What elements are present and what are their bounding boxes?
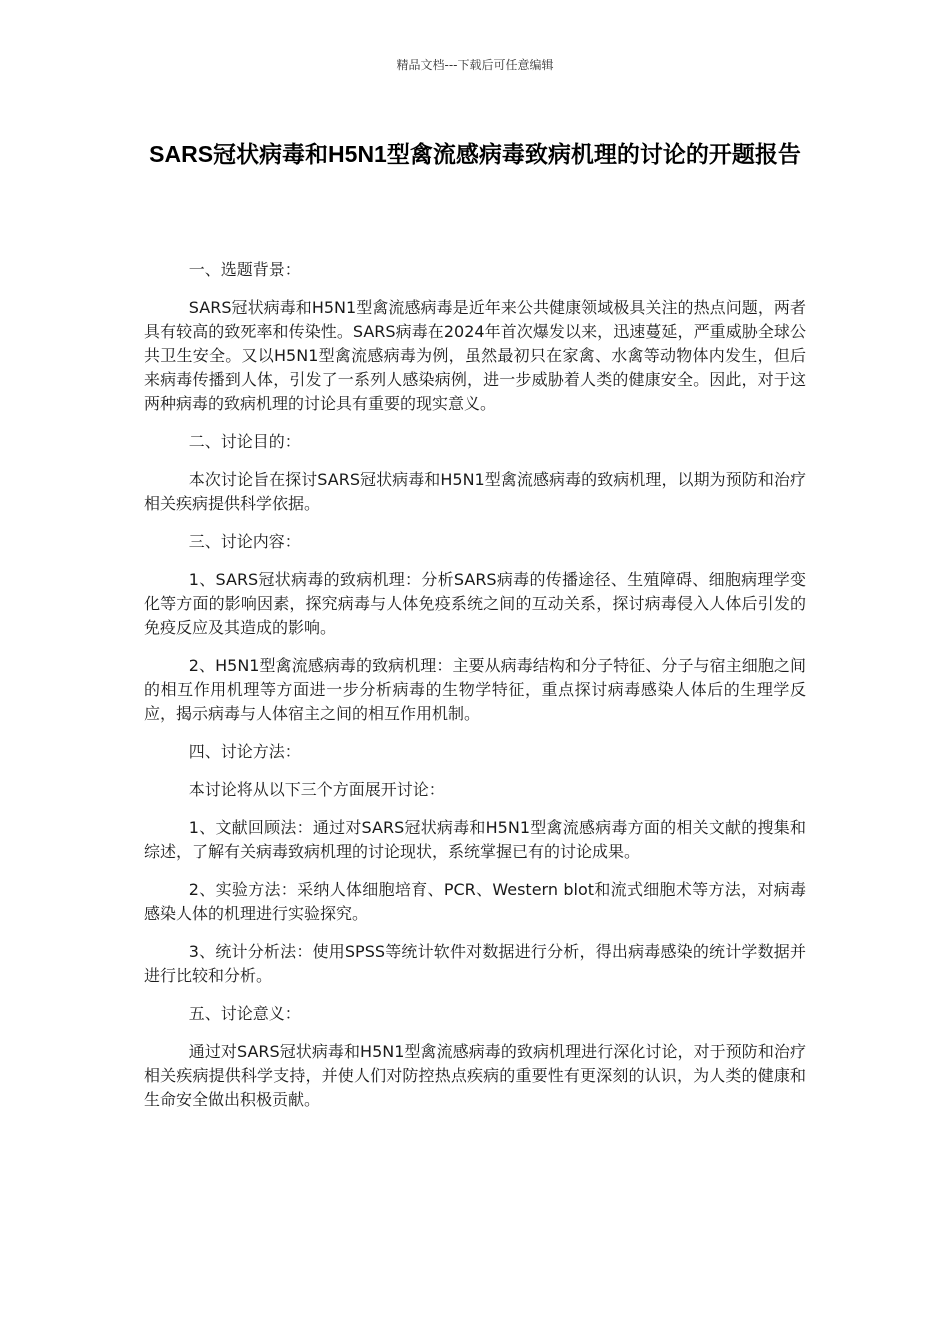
paragraph-methods-statistics: 3、统计分析法：使用SPSS等统计软件对数据进行分析，得出病毒感染的统计学数据并进行比较和分析。 xyxy=(144,942,806,985)
paragraph-methods-intro: 本讨论将从以下三个方面展开讨论： xyxy=(188,780,445,799)
paragraph-purpose: 本次讨论旨在探讨SARS冠状病毒和H5N1型禽流感病毒的致病机理，以期为预防和治疗相关疾病提供科学依据。 xyxy=(144,470,806,513)
section-heading-significance: 五、讨论意义： xyxy=(188,1004,301,1023)
paragraph-background: SARS冠状病毒和H5N1型禽流感病毒是近年来公共健康领域极具关注的热点问题，两者具有较高的致死率和传染性。SARS病毒在2024年首次爆发以来，迅速蔓延，严重威胁全球公共卫生安全。又以H5N1型禽流感病毒为例，虽然最初只在家禽、水禽等动物体内发生，但后来病毒传播到人体，引发了一系列人感染病例，进一步威胁着人类的健康安全。因此，对于这两种病毒的致病机理的讨论具有重要的现实意义。 xyxy=(144,298,806,413)
paragraph-methods-experiment: 2、实验方法：采纳人体细胞培育、PCR、Western blot和流式细胞术等方法，对病毒感染人体的机理进行实验探究。 xyxy=(144,880,806,923)
header-note: 精品文档---下载后可任意编辑 xyxy=(396,58,554,72)
section-heading-content: 三、讨论内容： xyxy=(188,532,301,551)
paragraph-content-h5n1: 2、H5N1型禽流感病毒的致病机理：主要从病毒结构和分子特征、分子与宿主细胞之间的相互作用机理等方面进一步分析病毒的生物学特征，重点探讨病毒感染人体后的生理学反应，揭示病毒与人体宿主之间的相互作用机制。 xyxy=(144,656,806,723)
section-heading-methods: 四、讨论方法： xyxy=(188,742,301,761)
section-heading-purpose: 二、讨论目的： xyxy=(188,432,301,451)
document-body xyxy=(144,258,806,1126)
section-heading-background: 一、选题背景： xyxy=(188,260,301,279)
paragraph-methods-literature: 1、文献回顾法：通过对SARS冠状病毒和H5N1型禽流感病毒方面的相关文献的搜集和综述，了解有关病毒致病机理的讨论现状，系统掌握已有的讨论成果。 xyxy=(144,818,806,861)
paragraph-significance: 通过对SARS冠状病毒和H5N1型禽流感病毒的致病机理进行深化讨论，对于预防和治疗相关疾病提供科学支持，并使人们对防控热点疾病的重要性有更深刻的认识，为人类的健康和生命安全做出积极贡献。 xyxy=(144,1042,806,1109)
paragraph-content-sars: 1、SARS冠状病毒的致病机理：分析SARS病毒的传播途径、生殖障碍、细胞病理学变化等方面的影响因素，探究病毒与人体免疫系统之间的互动关系，探讨病毒侵入人体后引发的免疫反应及其造成的影响。 xyxy=(144,570,806,637)
document-title: SARS冠状病毒和H5N1型禽流感病毒致病机理的讨论的开题报告 xyxy=(149,141,801,167)
